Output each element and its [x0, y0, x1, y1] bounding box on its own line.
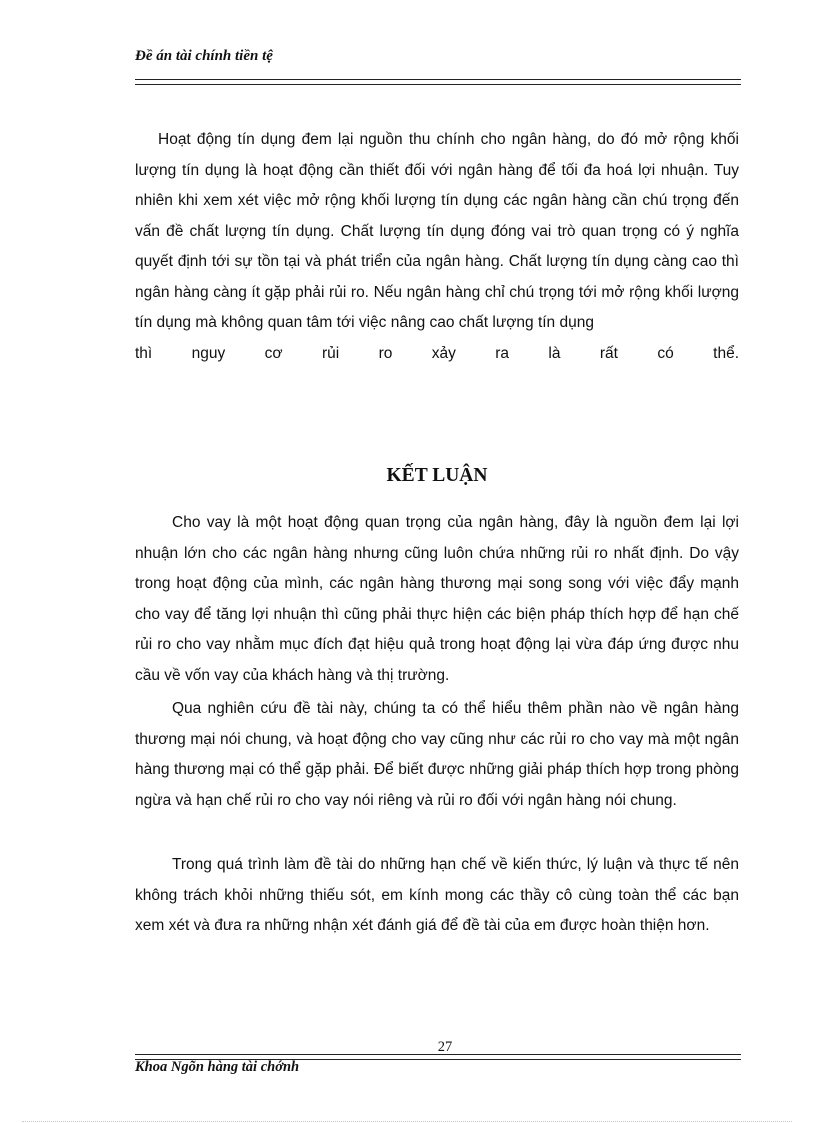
conclusion-paragraph-2: Qua nghiên cứu đề tài này, chúng ta có thể hiểu thêm phần nào về ngân hàng thương mại nói chung, và hoạt động cho vay cũng như các rủi ro cho vay mà một ngân hàng thương mại có thể gặp phải. Để biết được những giải pháp thích hợp trong phòng ngừa và hạn chế rủi ro cho vay nói riêng và rủi ro đối với ngân hàng nói chung. — [135, 700, 739, 809]
body-paragraph-1-last-line: thì nguy cơ rủi ro xảy ra là rất có thể. — [135, 344, 739, 362]
body-paragraph-1 — [135, 125, 739, 369]
footer-title: Khoa Ngõn hàng tài chớnh — [135, 1059, 300, 1075]
conclusion-paragraph-3: Trong quá trình làm đề tài do những hạn chế về kiến thức, lý luận và thực tế nên không trách khỏi những thiếu sót, em kính mong các thầy cô cùng toàn thể các bạn xem xét và đưa ra những nhận xét đánh giá để đề tài của em được hoàn thiện hơn. — [135, 856, 739, 934]
page-number: 27 — [437, 1039, 453, 1055]
body-paragraph-1-text: Hoạt động tín dụng đem lại nguồn thu chính cho ngân hàng, do đó mở rộng khối lượng tín dụng là hoạt động cần thiết đối với ngân hàng để tối đa hoá lợi nhuận. Tuy nhiên khi xem xét việc mở rộng khối lượng tín dụng các ngân hàng cần chú trọng đến vấn đề chất lượng tín dụng. Chất lượng tín dụng đóng vai trò quan trọng có ý nghĩa quyết định tới sự tồn tại và phát triển của ngân hàng. Chất lượng tín dụng càng cao thì ngân hàng càng ít gặp phải rủi ro. Nếu ngân hàng chỉ chú trọng tới mở rộng khối lượng tín dụng mà không quan tâm tới việc nâng cao chất lượng tín dụng — [135, 131, 739, 331]
conclusion-paragraph-1: Cho vay là một hoạt động quan trọng của ngân hàng, đây là nguồn đem lại lợi nhuận lớn cho các ngân hàng nhưng cũng luôn chứa những rủi ro nhất định. Do vậy trong hoạt động của mình, các ngân hàng thương mại song song với việc đẩy mạnh cho vay để tăng lợi nhuận thì cũng phải thực hiện các biện pháp thích hợp để hạn chế rủi ro cho vay nhằm mục đích đạt hiệu quả trong hoạt động lại vừa đáp ứng được nhu cầu về vốn vay của khách hàng và thị trường. — [135, 514, 739, 684]
header-title: Đề án tài chính tiền tệ — [135, 48, 273, 64]
page-edge-line — [22, 1121, 792, 1122]
header-divider — [135, 79, 741, 85]
conclusion-heading: KẾT LUẬN — [386, 465, 488, 486]
